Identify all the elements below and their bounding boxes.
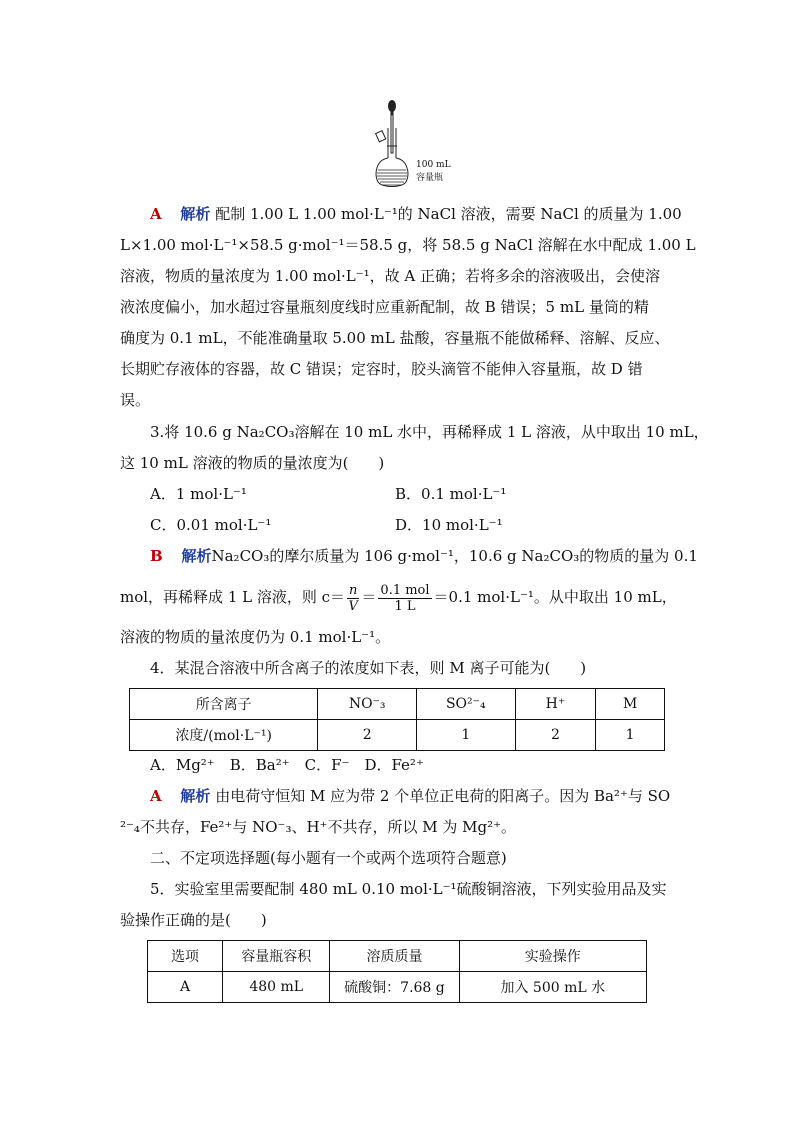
table-cell: 480 mL <box>223 972 330 1003</box>
table-header-cell: M <box>596 689 665 720</box>
table-header-cell: 容量瓶容积 <box>223 941 330 972</box>
fraction-numerator: n <box>349 582 358 598</box>
table-row <box>130 720 665 751</box>
table-cell: 浓度/(mol·L⁻¹) <box>130 720 318 751</box>
q2-answer-line-5: 确度为 0.1 mL，不能准确量取 5.00 mL 盐酸，容量瓶不能做稀释、溶解、反应、 <box>120 329 670 347</box>
q3-answer-letter: B <box>150 547 163 565</box>
table-header-cell: NO⁻₃ <box>318 689 417 720</box>
table-header-cell: SO²⁻₄ <box>417 689 516 720</box>
q4-answer-letter: A <box>150 787 162 805</box>
q2-answer-line-7: 误。 <box>120 391 151 409</box>
fraction-denominator: V <box>348 598 358 614</box>
q3-option-a: A．1 mol·L⁻¹ <box>150 485 247 503</box>
table-row <box>148 972 647 1003</box>
q3-answer-tag: 解析 <box>181 547 212 565</box>
q4-answer-tag: 解析 <box>180 787 211 805</box>
q4-answer-line-1 <box>150 786 670 806</box>
flask-volume-label: 100 mL <box>416 160 451 170</box>
fraction-n-over-v <box>347 583 359 614</box>
q4-answer-text: 由电荷守恒知 M 应为带 2 个单位正电荷的阳离子。因为 Ba²⁺与 SO <box>215 787 671 805</box>
q5-stem-line-2: 验操作正确的是( ) <box>120 911 267 929</box>
table-cell: 2 <box>318 720 417 751</box>
q3-option-b: B．0.1 mol·L⁻¹ <box>395 485 507 503</box>
q3-stem-line-2: 这 10 mL 溶液的物质的量浓度为( ) <box>120 454 385 472</box>
table-header-cell: 实验操作 <box>459 941 646 972</box>
q3-answer-line-2-pre: mol，再稀释成 1 L 溶液，则 c＝ <box>120 588 346 606</box>
q3-stem-line-1: 3.将 10.6 g Na₂CO₃溶解在 10 mL 水中，再稀释成 1 L 溶液，从中取出 10 mL， <box>150 423 709 441</box>
q3-answer-line-2: mol，再稀释成 1 L 溶液，则 c＝ $\frac{n}{V}$ ＝ $\frac{\text{0.1 mol}}{1 L}$ ＝0.1 mol·L⁻¹。从中取出 10 mL， <box>120 582 677 614</box>
q2-answer-line-6: 长期贮存液体的容器，故 C 错误；定容时，胶头滴管不能伸入容量瓶，故 D 错 <box>120 360 643 378</box>
table-header-cell: 所含离子 <box>130 689 318 720</box>
table-row <box>130 689 665 720</box>
section-title: 二、不定项选择题(每小题有一个或两个选项符合题意) <box>150 849 507 867</box>
q4-options: A．Mg²⁺ B．Ba²⁺ C．F⁻ D．Fe²⁺ <box>150 756 424 774</box>
q4-answer-line-2: ²⁻₄不共存，Fe²⁺与 NO⁻₃、H⁺不共存，所以 M 为 Mg²⁺。 <box>120 818 517 836</box>
fraction-value-denominator: 1 L <box>394 598 416 614</box>
fraction-value-numerator: 0.1 mol <box>380 582 430 598</box>
flask-name-label: 容量瓶 <box>416 173 444 183</box>
q2-answer-text: 配制 1.00 L 1.00 mol·L⁻¹的 NaCl 溶液，需要 NaCl 的质量为 1.00 <box>215 205 682 223</box>
q3-option-d: D．10 mol·L⁻¹ <box>395 516 503 534</box>
table-cell: 加入 500 mL 水 <box>459 972 646 1003</box>
q5-stem-line-1: 5．实验室里需要配制 480 mL 0.10 mol·L⁻¹硫酸铜溶液，下列实验用品及实 <box>150 880 667 898</box>
q3-answer-line-1 <box>150 546 698 566</box>
table-cell: 2 <box>515 720 596 751</box>
table-header-cell: 溶质质量 <box>330 941 459 972</box>
table-cell: 1 <box>596 720 665 751</box>
q2-answer-tag: 解析 <box>180 205 211 223</box>
table-cell: 硫酸铜：7.68 g <box>330 972 459 1003</box>
q2-answer-line-1 <box>150 204 682 224</box>
q2-answer-line-2: L×1.00 mol·L⁻¹×58.5 g·mol⁻¹＝58.5 g，将 58.5 g NaCl 溶解在水中配成 1.00 L <box>120 236 696 254</box>
q4-ion-table <box>129 688 665 751</box>
q2-answer-letter: A <box>150 205 162 223</box>
table-header-cell: 选项 <box>148 941 223 972</box>
volumetric-flask-figure <box>372 98 452 190</box>
q3-option-c: C．0.01 mol·L⁻¹ <box>150 516 272 534</box>
fraction-value <box>378 583 431 614</box>
q2-answer-line-4: 液浓度偏小，加水超过容量瓶刻度线时应重新配制，故 B 错误；5 mL 量筒的精 <box>120 298 649 316</box>
table-cell: 1 <box>417 720 516 751</box>
table-cell: A <box>148 972 223 1003</box>
q3-answer-line-3: 溶液的物质的量浓度仍为 0.1 mol·L⁻¹。 <box>120 628 391 646</box>
q2-answer-line-3: 溶液，物质的量浓度为 1.00 mol·L⁻¹，故 A 正确；若将多余的溶液吸出，会使溶 <box>120 267 661 285</box>
table-row <box>148 941 647 972</box>
q4-stem: 4．某混合溶液中所含离子的浓度如下表，则 M 离子可能为( ) <box>150 659 587 677</box>
table-header-cell: H⁺ <box>515 689 596 720</box>
q3-answer-text: Na₂CO₃的摩尔质量为 106 g·mol⁻¹，10.6 g Na₂CO₃的物质的量为 0.1 <box>211 547 698 565</box>
q3-answer-line-2-post: ＝0.1 mol·L⁻¹。从中取出 10 mL， <box>433 588 677 606</box>
q5-options-table <box>147 940 647 1003</box>
